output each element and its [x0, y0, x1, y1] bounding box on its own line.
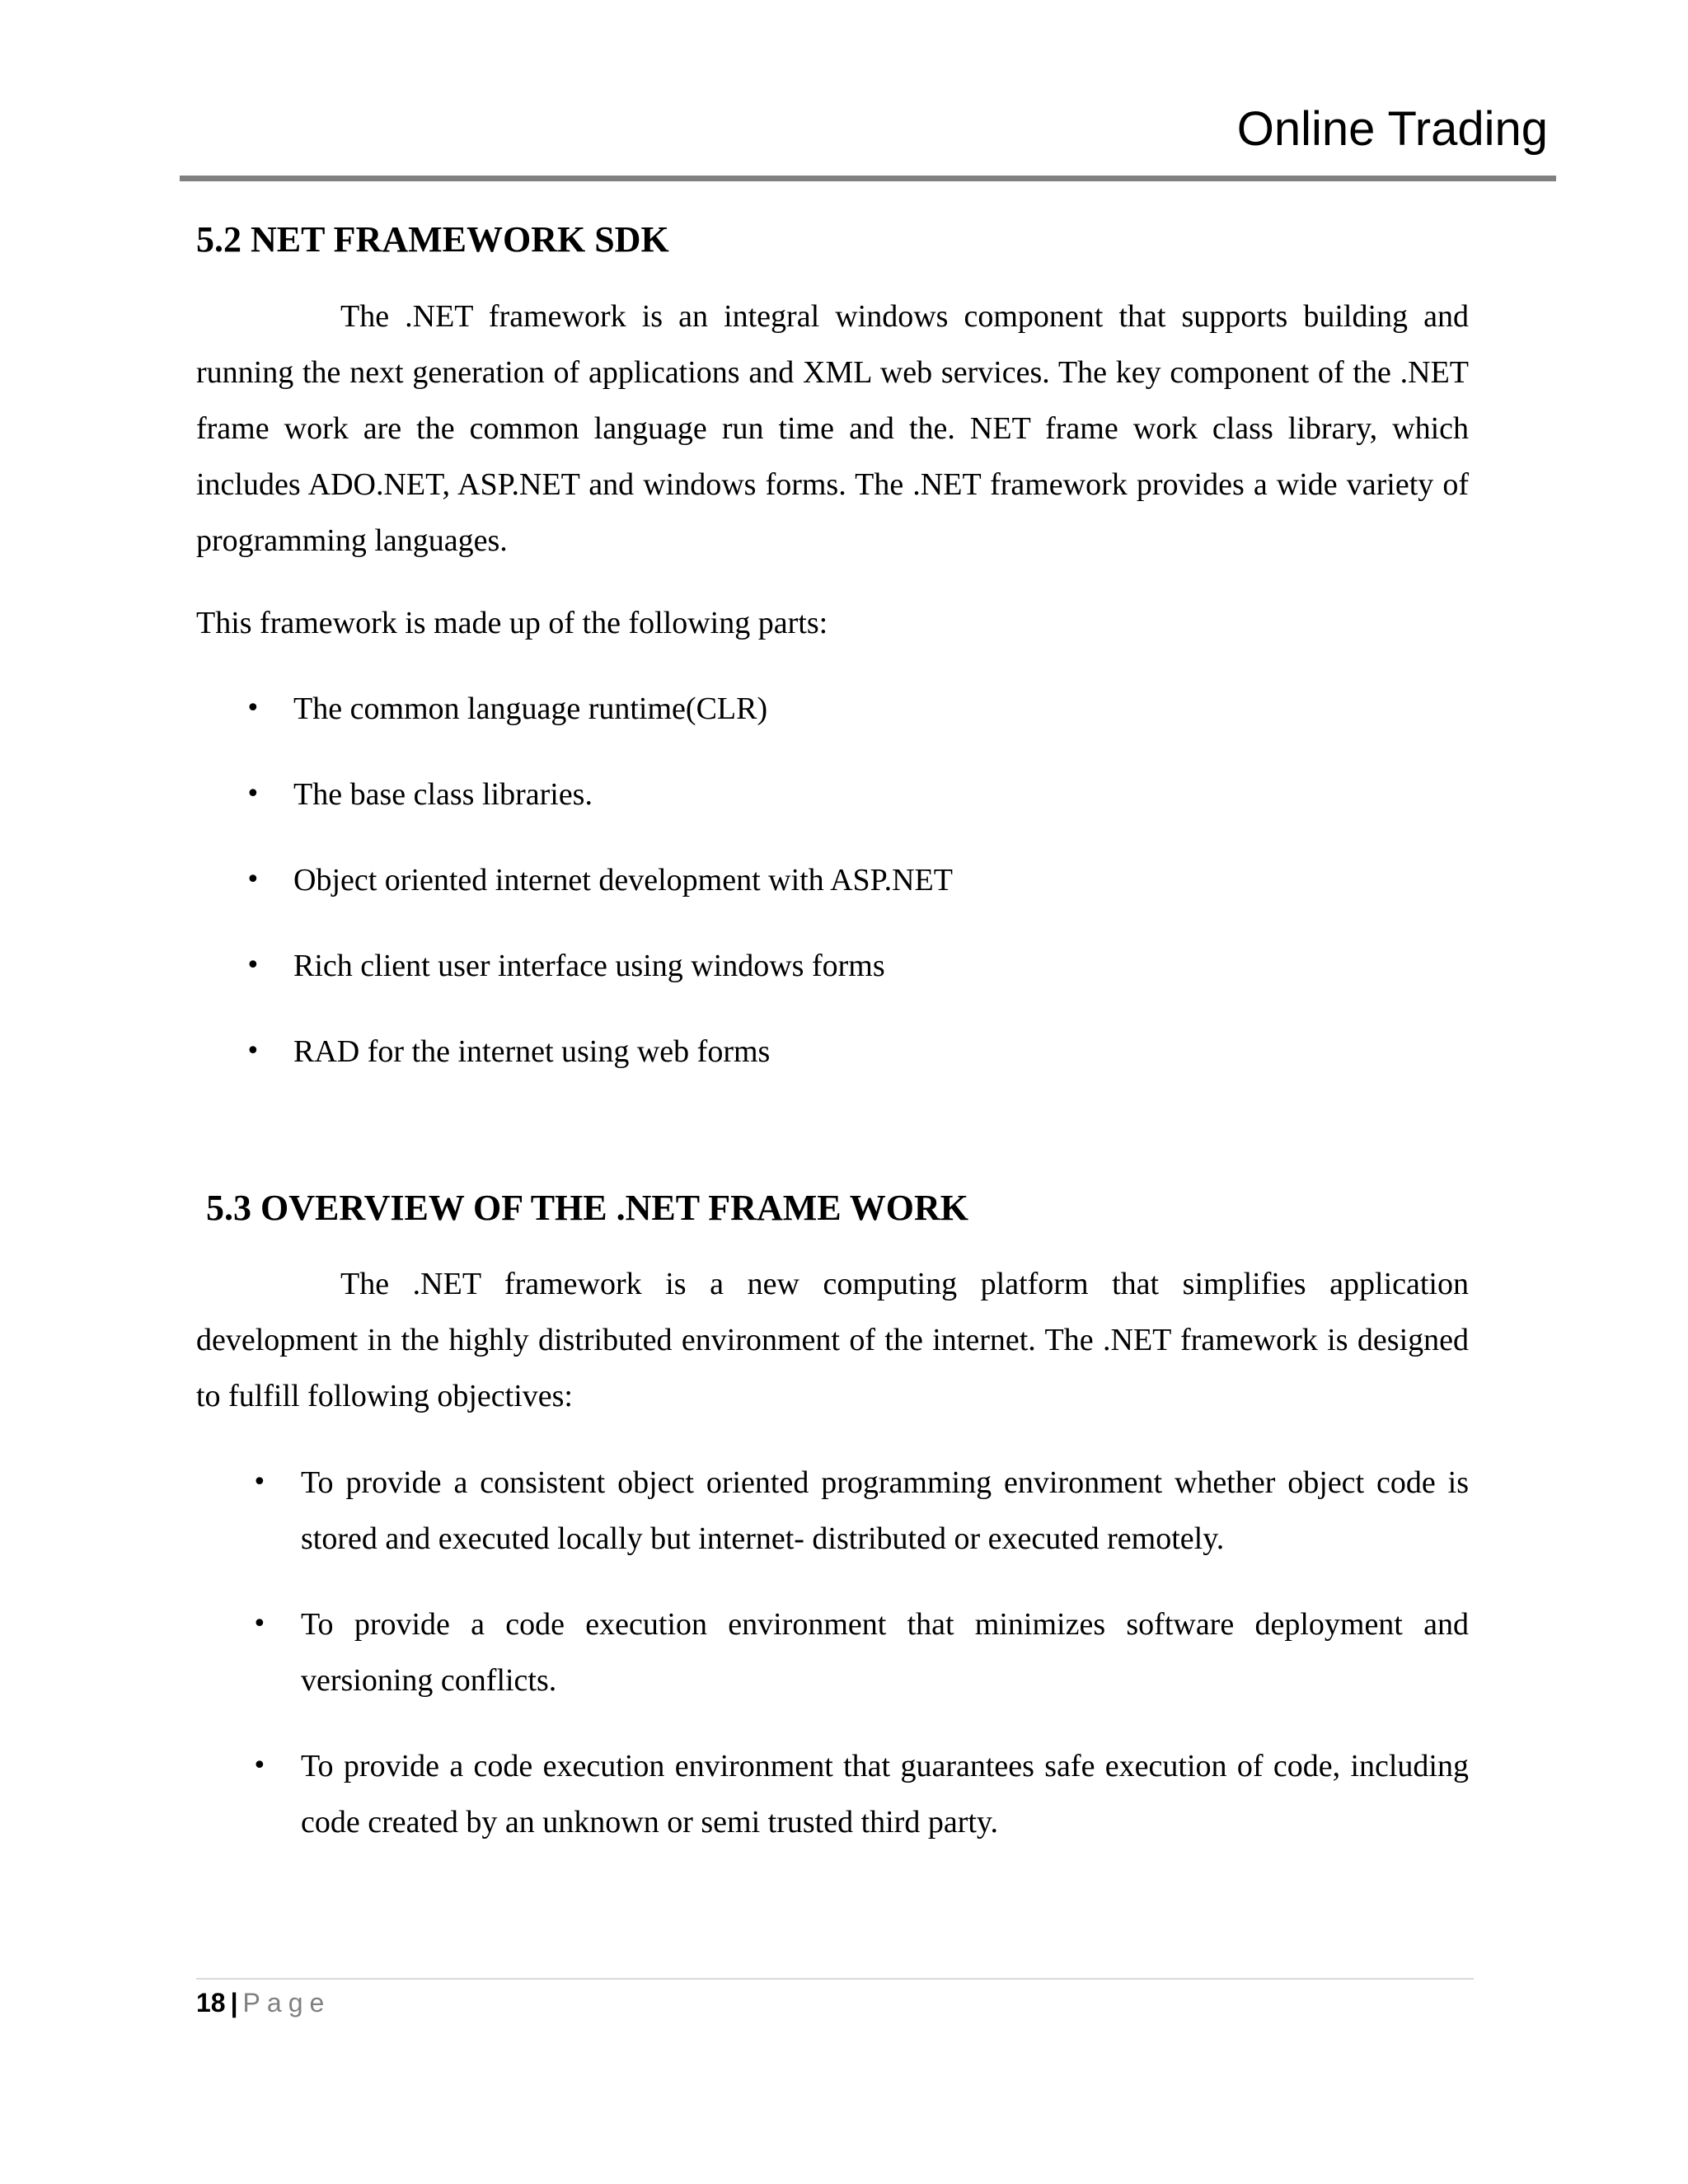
list-item-text: Rich client user interface using windows forms — [293, 949, 885, 983]
list-item-text: To provide a code execution environment that minimizes software deployment and versioning conflicts. — [301, 1607, 1469, 1698]
bullet-icon: • — [246, 1037, 260, 1066]
section-5-2-list — [196, 681, 1469, 1080]
list-item — [196, 766, 1469, 823]
footer-divider — [196, 1978, 1474, 1980]
bullet-icon: • — [252, 1610, 267, 1638]
page-footer — [196, 1982, 331, 2023]
header-divider — [180, 176, 1556, 181]
section-5-2 — [196, 218, 1469, 262]
list-item — [196, 681, 1469, 737]
section-5-3 — [206, 1187, 1479, 1230]
list-item — [196, 1738, 1469, 1850]
paragraph-parts-intro: This framework is made up of the following parts: — [196, 606, 828, 640]
section-heading-5-2: 5.2 NET FRAMEWORK SDK — [196, 219, 669, 260]
bullet-icon: • — [246, 951, 260, 980]
list-item-text: The common language runtime(CLR) — [293, 691, 768, 726]
objectives-list — [196, 1455, 1469, 1850]
list-item-text: The base class libraries. — [293, 777, 593, 812]
paragraph-overview: The .NET framework is a new computing platform that simplifies application development in the highly distributed environment of the internet. The .NET framework is designed to fulfill following objectives: — [196, 1267, 1469, 1413]
section-heading-5-3: 5.3 OVERVIEW OF THE .NET FRAME WORK — [206, 1188, 969, 1228]
list-item — [196, 1024, 1469, 1080]
list-item — [196, 1455, 1469, 1567]
section-5-3-list — [196, 1455, 1469, 1850]
section-5-2-parts-intro — [196, 595, 1469, 651]
bullet-icon: • — [246, 865, 260, 894]
list-item — [196, 1596, 1469, 1708]
bullet-icon: • — [246, 694, 260, 723]
running-header: Online Trading — [1236, 102, 1548, 156]
bullet-icon: • — [252, 1751, 267, 1780]
list-item — [196, 938, 1469, 994]
list-item-text: RAD for the internet using web forms — [293, 1034, 771, 1069]
list-item-text: To provide a code execution environment that guarantees safe execution of code, including code created by an unknown or semi trusted third party. — [301, 1749, 1469, 1840]
list-item-text: To provide a consistent object oriented programming environment whether object code is stored and executed locally but internet- distributed or executed remotely. — [301, 1465, 1469, 1556]
paragraph-dotnet-intro: The .NET framework is an integral windows component that supports building and running the next generation of applications and XML web services. The key component of the .NET frame work are the common language run time and the. NET frame work class library, which includes ADO.NET, ASP.NET and windows forms. The .NET framework provides a wide variety of programming languages. — [196, 299, 1469, 558]
section-5-3-body — [196, 1256, 1469, 1424]
bullet-icon: • — [252, 1468, 267, 1497]
section-5-2-body — [196, 288, 1469, 569]
list-item — [196, 852, 1469, 908]
bullet-icon: • — [246, 780, 260, 808]
parts-list — [196, 681, 1469, 1080]
footer-separator: | — [230, 1988, 238, 2018]
page-label: Page — [242, 1988, 331, 2018]
list-item-text: Object oriented internet development with ASP.NET — [293, 863, 953, 898]
page-number: 18 — [196, 1988, 226, 2018]
